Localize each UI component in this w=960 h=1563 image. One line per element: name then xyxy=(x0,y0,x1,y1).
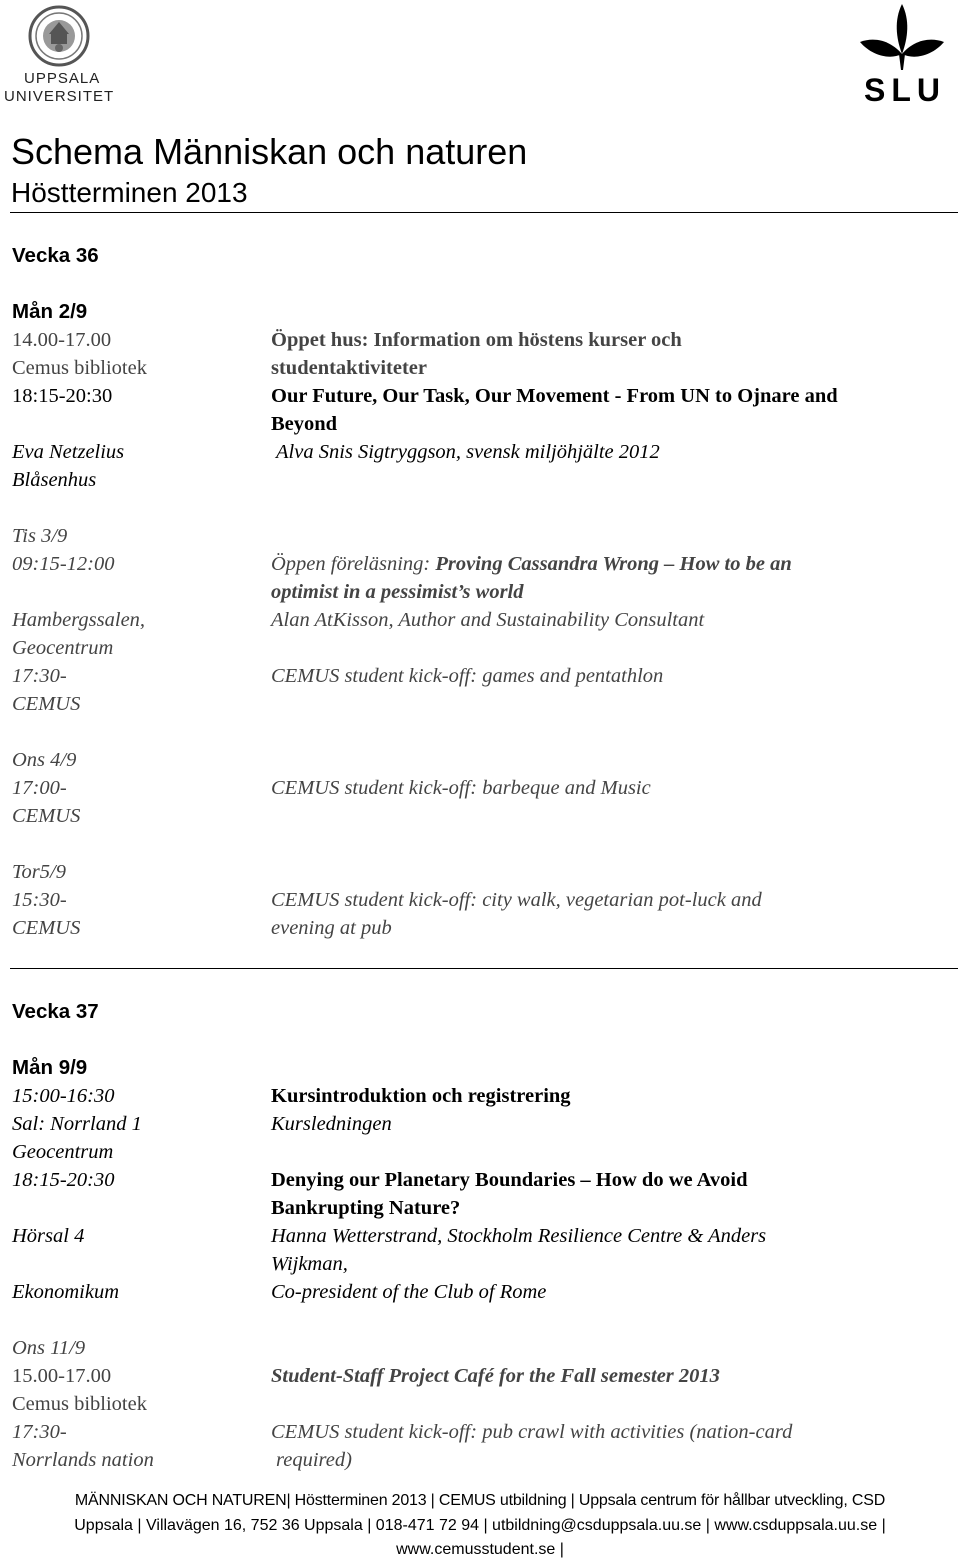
schedule-row xyxy=(0,886,960,914)
schedule-row xyxy=(0,354,960,382)
event-title: Kursintroduktion och registrering xyxy=(271,1085,571,1107)
event-title: Öppet hus: Information om höstens kurser och xyxy=(271,329,682,351)
schedule-row xyxy=(0,1362,960,1390)
uppsala-logo-line1: UPPSALA xyxy=(24,70,101,87)
schedule-row xyxy=(0,774,960,802)
time: 17:30- xyxy=(12,665,67,687)
schedule-row xyxy=(0,1082,960,1110)
time: 14.00-17.00 xyxy=(12,329,112,351)
event-title: Beyond xyxy=(271,413,338,435)
schedule-row xyxy=(0,690,960,718)
event-title: CEMUS student kick-off: barbeque and Music xyxy=(271,777,651,799)
location: Hambergssalen, xyxy=(12,609,146,631)
schedule-row xyxy=(0,1222,960,1250)
event-title: CEMUS student kick-off: pub crawl with activities (nation-card xyxy=(271,1421,793,1443)
week36-tue-day: Tis 3/9 xyxy=(12,525,68,547)
location: Cemus bibliotek xyxy=(12,1393,147,1415)
schedule-row xyxy=(0,578,960,606)
location: CEMUS xyxy=(12,693,81,715)
speaker: Co-president of the Club of Rome xyxy=(271,1281,547,1303)
page-subtitle: Höstterminen 2013 xyxy=(11,177,248,208)
schedule-row xyxy=(0,802,960,830)
schedule-row xyxy=(0,1138,960,1166)
speaker: Kursledningen xyxy=(271,1113,392,1135)
event-title: evening at pub xyxy=(271,917,392,939)
schedule-row xyxy=(0,466,960,494)
slu-leaf-icon xyxy=(852,2,952,72)
slu-logo-text: SLU xyxy=(864,72,946,108)
time: 15:00-16:30 xyxy=(12,1085,115,1107)
week36-heading: Vecka 36 xyxy=(12,244,99,267)
event-title: studentaktiviteter xyxy=(271,357,428,379)
location: Hörsal 4 xyxy=(12,1225,85,1247)
header-divider xyxy=(10,212,958,213)
schedule-row xyxy=(0,1390,960,1418)
event-title: Our Future, Our Task, Our Movement - From UN to Ojnare and xyxy=(271,385,838,407)
time: 15:30- xyxy=(12,889,67,911)
location: Cemus bibliotek xyxy=(12,357,147,379)
schedule-row xyxy=(0,1194,960,1222)
event-title: Öppen föreläsning: Proving Cassandra Wrong – How to be an xyxy=(271,553,792,575)
event-title: required) xyxy=(276,1449,352,1471)
schedule-row xyxy=(0,382,960,410)
event-title: Denying our Planetary Boundaries – How do we Avoid xyxy=(271,1169,748,1191)
schedule-row xyxy=(0,1446,960,1474)
week-divider xyxy=(10,968,958,969)
footer-line-2: Uppsala | Villavägen 16, 752 36 Uppsala | 018-471 72 94 | utbildning@csduppsala.uu.se | www.csduppsala.uu.se | xyxy=(74,1517,886,1534)
time: 15.00-17.00 xyxy=(12,1365,112,1387)
schedule-row xyxy=(0,662,960,690)
event-title: optimist in a pessimist’s world xyxy=(271,581,524,603)
schedule-row xyxy=(0,1110,960,1138)
event-title: CEMUS student kick-off: city walk, vegetarian pot-luck and xyxy=(271,889,762,911)
event-title: Bankrupting Nature? xyxy=(271,1197,461,1219)
uppsala-seal-icon xyxy=(4,4,114,68)
week37-wed-day: Ons 11/9 xyxy=(12,1337,86,1359)
slu-logo xyxy=(852,2,952,108)
event-title: CEMUS student kick-off: games and pentathlon xyxy=(271,665,664,687)
location: CEMUS xyxy=(12,917,81,939)
host: Eva Netzelius xyxy=(12,441,125,463)
uppsala-logo-line2: UNIVERSITET xyxy=(4,88,115,105)
location: Sal: Norrland 1 xyxy=(12,1113,142,1135)
schedule-row xyxy=(0,1278,960,1306)
speaker: Hanna Wetterstrand, Stockholm Resilience Centre & Anders xyxy=(271,1225,767,1247)
location: Norrlands nation xyxy=(12,1449,154,1471)
speaker: Wijkman, xyxy=(271,1253,348,1275)
speaker: Alan AtKisson, Author and Sustainability Consultant xyxy=(271,609,705,631)
time: 17:00- xyxy=(12,777,67,799)
schedule-row xyxy=(0,914,960,942)
time: 18:15-20:30 xyxy=(12,385,113,407)
week36-mon-day: Mån 2/9 xyxy=(12,300,88,323)
time: 09:15-12:00 xyxy=(12,553,115,575)
uppsala-university-logo xyxy=(4,4,114,108)
schedule-row xyxy=(0,438,960,466)
week36-thu-day: Tor5/9 xyxy=(12,861,66,883)
schedule-row xyxy=(0,1250,960,1278)
schedule-row xyxy=(0,1166,960,1194)
week37-mon-day: Mån 9/9 xyxy=(12,1056,88,1079)
schedule-row xyxy=(0,634,960,662)
footer-line-3: www.cemusstudent.se | xyxy=(396,1541,564,1558)
schedule-row xyxy=(0,550,960,578)
schedule-row xyxy=(0,606,960,634)
event-title: Student-Staff Project Café for the Fall semester 2013 xyxy=(271,1365,720,1387)
week37-heading: Vecka 37 xyxy=(12,1000,99,1023)
schedule-row xyxy=(0,1418,960,1446)
page-title: Schema Människan och naturen xyxy=(11,131,528,172)
schedule-row xyxy=(0,410,960,438)
location: Ekonomikum xyxy=(12,1281,120,1303)
time: 17:30- xyxy=(12,1421,67,1443)
week36-wed-day: Ons 4/9 xyxy=(12,749,77,771)
footer-line-1: MÄNNISKAN OCH NATUREN| Höstterminen 2013 | CEMUS utbildning | Uppsala centrum för hållbar utveckling, CSD xyxy=(74,1492,886,1509)
time: 18:15-20:30 xyxy=(12,1169,115,1191)
speaker: Alva Snis Sigtryggson, svensk miljöhjälte 2012 xyxy=(276,441,660,463)
location: Geocentrum xyxy=(12,637,114,659)
location: Blåsenhus xyxy=(12,469,97,491)
location: CEMUS xyxy=(12,805,81,827)
location: Geocentrum xyxy=(12,1141,114,1163)
schedule-row xyxy=(0,326,960,354)
